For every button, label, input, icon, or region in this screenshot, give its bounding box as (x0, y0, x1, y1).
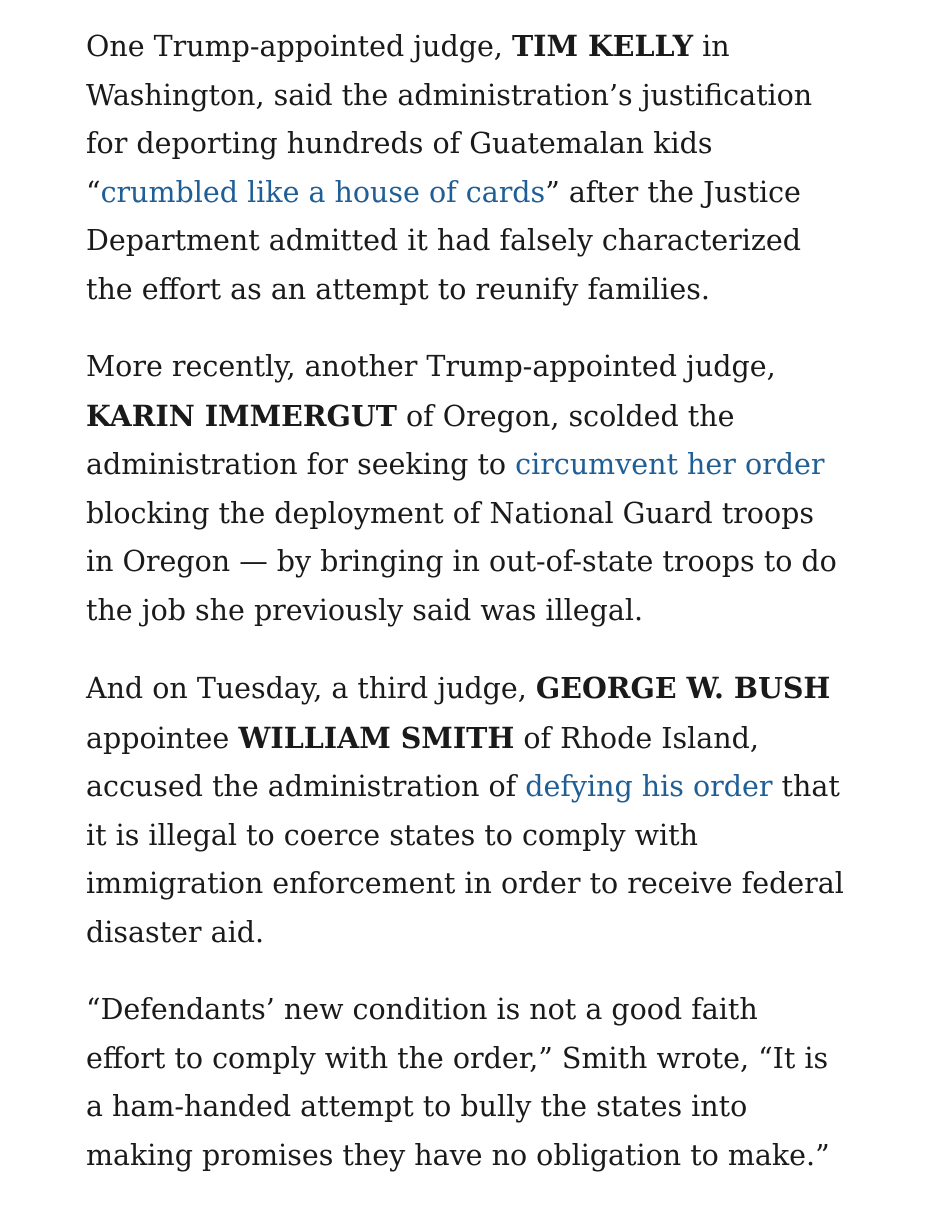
text-segment: of Oregon, scolded the administration for seeking to (86, 399, 735, 481)
quote-text: “Defendants’ new condition is not a good faith effort to comply with the order,” Smith wrote, “It is a ham-handed attempt to bully the states into making promises they have no obligation to make.” (86, 993, 830, 1172)
text-segment: of Rhode Island, accused the administration of (86, 721, 759, 803)
link-crumbled-like-a-house-of-cards[interactable]: crumbled like a house of cards (100, 175, 546, 209)
link-defying-his-order[interactable]: defying his order (525, 770, 773, 803)
text-segment: appointee (86, 721, 239, 755)
text-segment: ” after the Justice Department admitted it had falsely characterized the effort as an attempt to reunify families. (86, 175, 802, 306)
text-segment: blocking the deployment of National Guard troops in Oregon — by bringing in out-of-state troops to do the job she previously said was illegal. (86, 496, 837, 627)
text-segment: in Washington, said the administration’s justification for deporting hundreds of Guatemalan kids “ (86, 30, 813, 209)
article-body (86, 22, 846, 1209)
text-segment: And on Tuesday, a third judge, (86, 672, 536, 705)
paragraph-smith (86, 664, 846, 957)
link-circumvent-her-order[interactable]: circumvent her order (515, 448, 825, 481)
paragraph-kelly (86, 22, 846, 314)
judge-name-william-smith: WILLIAM SMITH (238, 720, 515, 755)
text-segment: More recently, another Trump-appointed judge, (86, 350, 776, 383)
paragraph-smith-quote (86, 986, 846, 1180)
name-george-w-bush: GEORGE W. BUSH (535, 671, 831, 705)
judge-name-tim-kelly: TIM KELLY (511, 29, 694, 63)
text-segment: One Trump-appointed judge, (86, 30, 512, 63)
paragraph-immergut (86, 343, 846, 635)
judge-name-karin-immergut: KARIN IMMERGUT (86, 398, 397, 433)
text-segment: that it is illegal to coerce states to comply with immigration enforcement in order to receive federal disaster aid. (86, 770, 844, 949)
